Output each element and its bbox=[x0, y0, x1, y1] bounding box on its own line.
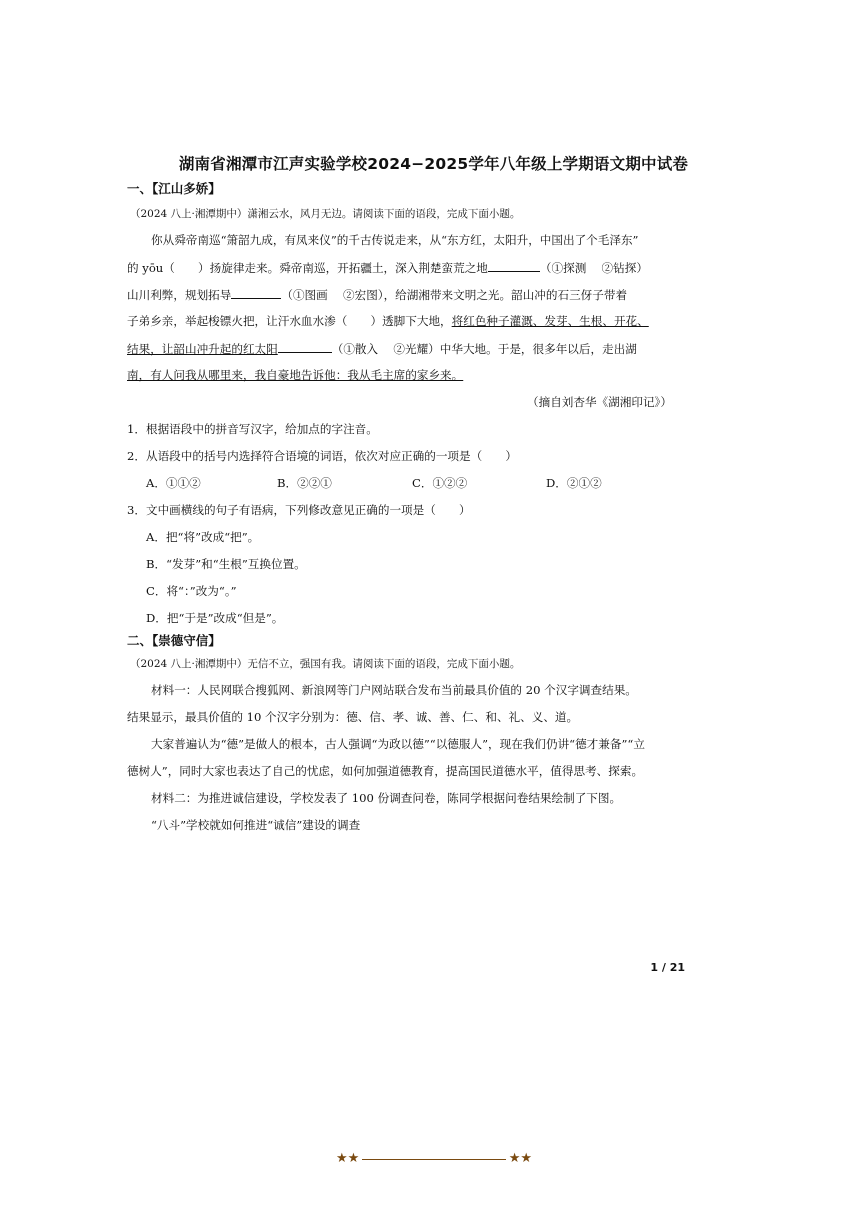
passage-line-3a: 山川利弊，规划拓导 bbox=[127, 288, 232, 302]
passage-source: （摘自刘杏华《湖湘印记》） bbox=[527, 395, 672, 409]
question-2: 2．从语段中的括号内选择符合语境的词语，依次对应正确的一项是（ ） bbox=[127, 449, 517, 463]
material-1-line-4: 德树人”，同时大家也表达了自己的忧虑，如何加强道德教育，提高国民道德水平，值得思考、探索。 bbox=[127, 764, 644, 778]
section1-intro: （2024 八上·湘潭期中）潇湘云水，风月无边。请阅读下面的语段，完成下面小题。 bbox=[130, 208, 521, 220]
q2-option-d[interactable]: D．②①② bbox=[546, 476, 602, 490]
question-3: 3．文中画横线的句子有语病，下列修改意见正确的一项是（ ） bbox=[127, 503, 471, 517]
underlined-sentence-part-1: 将红色种子灌溉、发芽、生根、开花、 bbox=[451, 314, 649, 328]
passage-line-5b: （①散入 ②光耀）中华大地。于是，很多年以后，走出湖 bbox=[331, 342, 637, 356]
section2-intro: （2024 八上·湘潭期中）无信不立，强国有我。请阅读下面的语段，完成下面小题。 bbox=[130, 658, 521, 670]
q2-option-c[interactable]: C．①②② bbox=[412, 476, 468, 490]
survey-caption: “八斗”学校就如何推进“诚信”建设的调查 bbox=[151, 818, 361, 832]
material-1-line-2: 结果显示，最具价值的 10 个汉字分别为：德、信、孝、诚、善、仁、和、礼、义、道。 bbox=[127, 710, 579, 724]
q2-option-b[interactable]: B．②②① bbox=[277, 476, 332, 490]
passage-line-2a: 的 yōu（ ）扬旋律走来。舜帝南巡，开拓疆土，深入荆楚蛮荒之地 bbox=[127, 261, 488, 275]
passage-line-2b: （①探测 ②钻探） bbox=[539, 261, 648, 275]
q3-option-c[interactable]: C．将“：”改为“。” bbox=[146, 584, 237, 598]
footer-stars-left-icon: ★★ bbox=[336, 1151, 360, 1166]
passage-line-1: 你从舜帝南巡“箫韶九成，有凤来仪”的千古传说走来，从“东方红，太阳升，中国出了个毛泽东” bbox=[151, 233, 639, 247]
q3-option-d[interactable]: D．把“于是”改成“但是”。 bbox=[146, 611, 284, 625]
passage-line-3 bbox=[127, 286, 627, 303]
section1-heading: 一、【江山多娇】 bbox=[127, 181, 221, 196]
underlined-sentence-part-3: 南，有人问我从哪里来，我自豪地告诉他：我从毛主席的家乡来。 bbox=[127, 368, 464, 382]
passage-line-3b: （①图画 ②宏图），给湖湘带来文明之光。韶山冲的石三伢子带着 bbox=[281, 288, 628, 302]
q3-option-b[interactable]: B．“发芽”和“生根”互换位置。 bbox=[146, 557, 306, 571]
question-1: 1．根据语段中的拼音写汉字，给加点的字注音。 bbox=[127, 422, 378, 436]
footer-ornament bbox=[336, 1150, 532, 1170]
material-1-line-3: 大家普遍认为“德”是做人的根本，古人强调“为政以德”“以德服人”，现在我们仍讲“德才兼备”“立 bbox=[151, 737, 645, 751]
passage-line-2 bbox=[127, 259, 648, 276]
q3-option-a[interactable]: A．把“将”改成“把”。 bbox=[146, 530, 260, 544]
answer-blank-3[interactable] bbox=[278, 340, 332, 353]
underlined-sentence-part-2: 结果，让韶山冲升起的红太阳 bbox=[127, 342, 278, 356]
answer-blank-2[interactable] bbox=[231, 286, 281, 299]
footer-divider bbox=[362, 1159, 506, 1160]
footer-stars-right-icon: ★★ bbox=[508, 1151, 532, 1166]
answer-blank-1[interactable] bbox=[488, 259, 540, 272]
passage-line-4 bbox=[127, 313, 649, 329]
q2-option-a[interactable]: A．①①② bbox=[146, 476, 201, 490]
page-number: 1 / 21 bbox=[650, 961, 685, 974]
material-1-line-1: 材料一：人民网联合搜狐网、新浪网等门户网站联合发布当前最具价值的 20 个汉字调查结果。 bbox=[151, 683, 637, 697]
page-title: 湖南省湘潭市江声实验学校2024−2025学年八年级上学期语文期中试卷 bbox=[178, 155, 689, 173]
passage-line-5 bbox=[127, 340, 637, 357]
section2-heading: 二、【崇德守信】 bbox=[127, 633, 221, 648]
material-2-line: 材料二：为推进诚信建设，学校发表了 100 份调查问卷，陈同学根据问卷结果绘制了下图。 bbox=[151, 791, 622, 805]
passage-line-4a: 子弟乡亲，举起梭镖火把，让汗水血水渗（ ）透脚下大地， bbox=[127, 314, 452, 328]
